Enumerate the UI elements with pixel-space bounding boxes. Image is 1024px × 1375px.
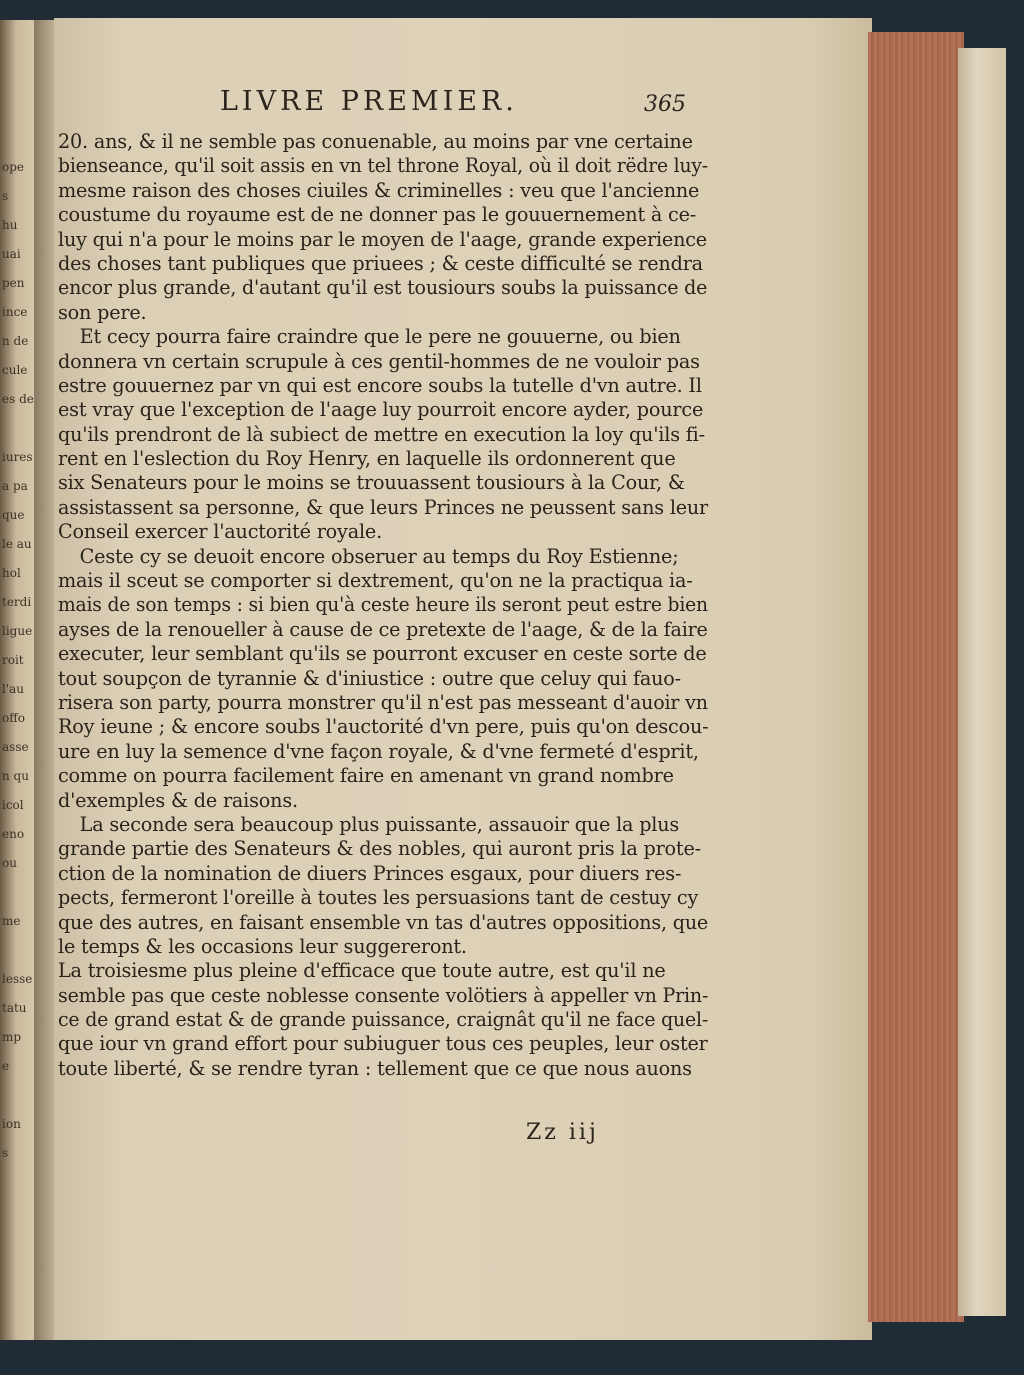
text-line: grande partie des Senateurs & des nobles, qui auront pris la prote- xyxy=(58,837,701,861)
text-line: comme on pourra facilement faire en amenant vn grand nombre xyxy=(58,764,674,788)
text-line: mesme raison des choses ciuiles & criminelles : veu que l'ancienne xyxy=(58,178,700,202)
left-page-fragment: hol xyxy=(2,566,21,580)
left-page-fragment: ligue xyxy=(2,624,33,638)
left-page-fragment: offo xyxy=(2,711,25,725)
text-line: bienseance, qu'il soit assis en vn tel throne Royal, où il doit rëdre luy- xyxy=(58,154,708,178)
left-page-fragment: cule xyxy=(2,363,28,377)
book-gutter xyxy=(34,20,56,1340)
left-page-fragment: s xyxy=(2,189,9,203)
text-line: est vray que l'exception de l'aage luy pourroit encore ayder, pource xyxy=(58,398,704,422)
left-page-fragment: que xyxy=(2,508,25,522)
text-line: ction de la nomination de diuers Princes esgaux, pour diuers res- xyxy=(58,861,682,885)
page-number: 365 xyxy=(644,92,686,117)
text-line: Ceste cy se deuoit encore obseruer au temps du Roy Estienne; xyxy=(79,544,679,568)
text-line: mais il sceut se comporter si dextrement, qu'on ne la practiqua ia- xyxy=(58,569,693,593)
running-title: LIVRE PREMIER. xyxy=(220,86,518,117)
text-line: ure en luy la semence d'vne façon royale, & d'vne fermeté d'esprit, xyxy=(58,739,699,763)
text-line: tout soupçon de tyrannie & d'iniustice : outre que celuy qui fauo- xyxy=(58,666,681,690)
text-line: six Senateurs pour le moins se trouuassent tousiours à la Cour, & xyxy=(58,471,685,495)
text-line: le temps & les occasions leur suggereront. xyxy=(58,934,467,958)
left-page-fragment: me xyxy=(2,914,21,928)
left-page-fragment: uai xyxy=(2,247,21,261)
left-page-fragment: ope xyxy=(2,160,25,174)
text-line: mais de son temps : si bien qu'à ceste heure ils seront peut estre bien xyxy=(58,593,708,617)
cover-board xyxy=(958,48,1006,1316)
left-page-fragment: n qu xyxy=(2,769,29,783)
text-line: ayses de la renoueller à cause de ce pretexte de l'aage, & de la faire xyxy=(58,617,708,641)
left-page-fragment: le au xyxy=(2,537,32,551)
text-line: rent en l'eslection du Roy Henry, en laquelle ils ordonnerent que xyxy=(58,447,676,471)
text-line: assistassent sa personne, & que leurs Princes ne peussent sans leur xyxy=(58,495,709,519)
text-line: executer, leur semblant qu'ils se pourront excuser en ceste sorte de xyxy=(58,642,707,666)
left-page-fragment: asse xyxy=(2,740,29,754)
left-page-fragment: roit xyxy=(2,653,24,667)
left-page-fragment xyxy=(2,1175,36,1204)
text-line: ce de grand estat & de grande puissance, craignât qu'il ne face quel- xyxy=(58,1008,709,1032)
text-line: coustume du royaume est de ne donner pas le gouuernement à ce- xyxy=(58,203,697,227)
text-line: des choses tant publiques que priuees ; & ceste difficulté se rendra xyxy=(58,251,703,275)
left-page-fragment: eno xyxy=(2,827,25,841)
text-line: risera son party, pourra monstrer qu'il n'est pas messeant d'auoir vn xyxy=(58,690,708,714)
signature-mark: Zz iij xyxy=(526,1120,599,1145)
left-page-fragment: hu xyxy=(2,218,18,232)
text-line: qu'ils prendront de là subiect de mettre en execution la loy qu'ils fi- xyxy=(58,422,705,446)
left-page-fragment: n de xyxy=(2,334,29,348)
text-line: estre gouuernez par vn qui est encore soubs la tutelle d'vn autre. Il xyxy=(58,373,702,397)
text-line: La troisiesme plus pleine d'efficace que toute autre, est qu'il ne xyxy=(58,959,666,983)
left-page-fragment xyxy=(2,1233,36,1262)
text-line: d'exemples & de raisons. xyxy=(58,788,298,812)
text-line: semble pas que ceste noblesse consente volötiers à appeller vn Prin- xyxy=(58,983,709,1007)
left-page-fragment: l'au xyxy=(2,682,25,696)
left-page-fragment: ou xyxy=(2,856,17,870)
left-page-fragments xyxy=(2,160,36,1291)
left-page-fragment xyxy=(2,421,36,450)
left-page-fragment xyxy=(2,1204,36,1233)
text-line: toute liberté, & se rendre tyran : tellement que ce que nous auons xyxy=(58,1056,692,1080)
left-page-fragment xyxy=(2,1262,36,1291)
left-page-fragment: icol xyxy=(2,798,24,812)
left-page-fragment: es de xyxy=(2,392,34,406)
text-line: Roy ieune ; & encore soubs l'auctorité d'vn pere, puis qu'on descou- xyxy=(58,715,709,739)
text-line: que iour vn grand effort pour subiuguer tous ces peuples, leur oster xyxy=(58,1032,708,1056)
left-page-fragment: ince xyxy=(2,305,28,319)
text-line: encor plus grande, d'autant qu'il est tousiours soubs la puissance de xyxy=(58,276,708,300)
left-page-fragment: mp xyxy=(2,1030,22,1044)
left-page-fragment: s xyxy=(2,1146,9,1160)
text-line: luy qui n'a pour le moins par le moyen de l'aage, grande experience xyxy=(58,227,707,251)
left-page-fragment: lesse xyxy=(2,972,33,986)
text-line: Conseil exercer l'auctorité royale. xyxy=(58,520,382,544)
text-line: son pere. xyxy=(58,300,147,324)
text-line: que des autres, en faisant ensemble vn tas d'autres oppositions, que xyxy=(58,910,709,934)
left-page-fragment: ion xyxy=(2,1117,21,1131)
left-page-fragment: e xyxy=(2,1059,10,1073)
left-page-fragment xyxy=(2,1088,36,1117)
left-page-fragment: tatu xyxy=(2,1001,27,1015)
text-line: 20. ans, & il ne semble pas conuenable, au moins par vne certaine xyxy=(58,130,693,153)
left-page-fragment xyxy=(2,943,36,972)
text-line: pects, fermeront l'oreille à toutes les persuasions tant de cestuy cy xyxy=(58,886,699,910)
text-line: La seconde sera beaucoup plus puissante, assauoir que la plus xyxy=(79,812,680,836)
fore-edge-page-block xyxy=(868,32,964,1322)
left-page-fragment: terdi xyxy=(2,595,32,609)
left-page-fragment: iures xyxy=(2,450,33,464)
page-body-text xyxy=(58,130,718,1081)
text-line: donnera vn certain scrupule à ces gentil-hommes de ne vouloir pas xyxy=(58,349,700,373)
left-page-fragment xyxy=(2,885,36,914)
left-page-fragment: pen xyxy=(2,276,25,290)
text-line: Et cecy pourra faire craindre que le pere ne gouuerne, ou bien xyxy=(79,325,681,349)
facing-left-page-edge xyxy=(0,20,36,1340)
left-page-fragment: a pa xyxy=(2,479,28,493)
